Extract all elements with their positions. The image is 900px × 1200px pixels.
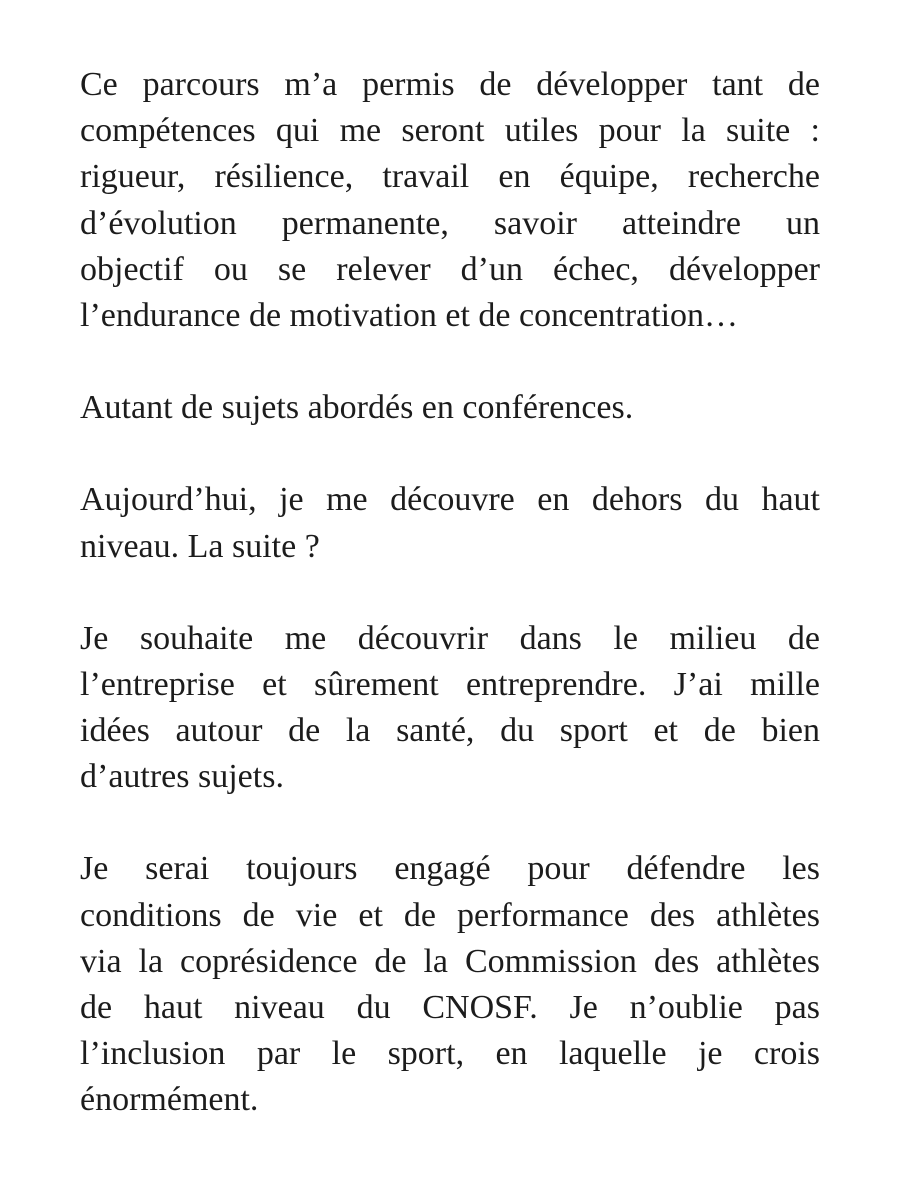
text-line: Autant de sujets abordés en conférences. xyxy=(80,389,634,427)
text-line: Ce parcours m’a permis de développer tant de xyxy=(80,66,820,103)
text-line: l’endurance de motivation et de concentration… xyxy=(80,296,739,334)
text-line: niveau. La suite ? xyxy=(80,527,320,565)
text-line: conditions de vie et de performance des athlètes xyxy=(80,896,820,934)
paragraph-today xyxy=(80,477,820,569)
text-line: idées autour de la santé, du sport et de bien xyxy=(80,712,820,750)
paragraph-conferences xyxy=(80,385,820,431)
text-line: Aujourd’hui, je me découvre en dehors du haut xyxy=(80,481,820,519)
text-line: Je serai toujours engagé pour défendre les xyxy=(80,850,820,888)
text-line: d’autres sujets. xyxy=(80,758,284,796)
paragraph-commitment xyxy=(80,846,820,1123)
paragraph-skills xyxy=(80,62,820,339)
document-page xyxy=(80,62,820,1170)
text-line: d’évolution permanente, savoir atteindre un xyxy=(80,204,820,242)
text-line: énormément. xyxy=(80,1081,259,1119)
text-line: de haut niveau du CNOSF. Je n’oublie pas xyxy=(80,989,820,1026)
text-line: l’entreprise et sûrement entreprendre. J’ai mille xyxy=(80,665,820,703)
text-line: rigueur, résilience, travail en équipe, recherche xyxy=(80,158,820,196)
text-line: compétences qui me seront utiles pour la suite : xyxy=(80,112,820,150)
paragraph-enterprise xyxy=(80,616,820,801)
text-line: objectif ou se relever d’un échec, développer xyxy=(80,250,820,288)
text-line: Je souhaite me découvrir dans le milieu de xyxy=(80,619,820,657)
text-line: via la coprésidence de la Commission des athlètes xyxy=(80,942,820,980)
text-line: l’inclusion par le sport, en laquelle je crois xyxy=(80,1035,820,1073)
